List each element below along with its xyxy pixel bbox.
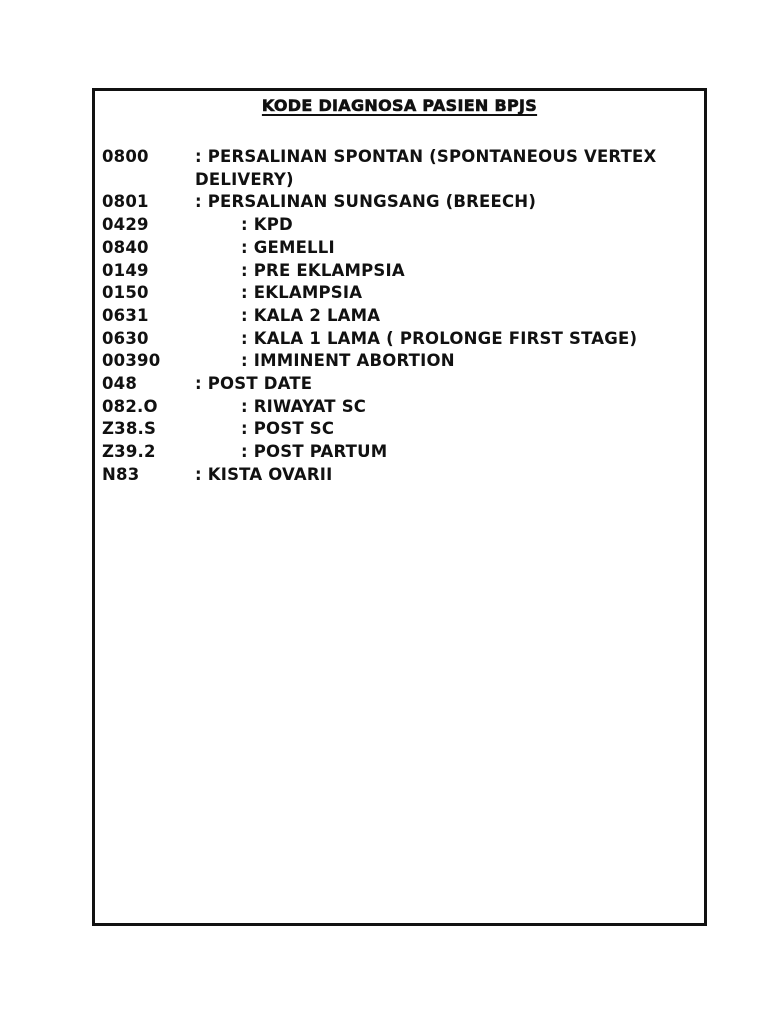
- diagnosis-code: 048: [102, 374, 138, 394]
- diagnosis-code: 0630: [102, 328, 149, 348]
- diagnosis-code-list: [102, 146, 694, 487]
- diagnosis-code: 0800: [102, 147, 149, 166]
- list-item: [102, 146, 694, 191]
- document-title: KODE DIAGNOSA PASIEN BPJS: [261, 96, 538, 115]
- diagnosis-code: 0149: [102, 260, 149, 280]
- diagnosis-code: 0150: [102, 283, 149, 303]
- diagnosis-code: 0631: [102, 305, 149, 325]
- diagnosis-code: 0840: [102, 237, 149, 257]
- diagnosis-code: 082.O: [102, 396, 158, 416]
- diagnosis-description: : KPD: [241, 215, 293, 235]
- diagnosis-description-continued: DELIVERY): [195, 169, 294, 189]
- list-item: [102, 237, 694, 260]
- diagnosis-code: N83: [102, 464, 140, 484]
- diagnosis-description: : KALA 2 LAMA: [241, 305, 381, 325]
- list-item: [102, 441, 694, 464]
- list-item: [102, 418, 694, 441]
- diagnosis-description: : PRE EKLAMPSIA: [241, 260, 405, 280]
- diagnosis-description: : KISTA OVARII: [195, 464, 333, 484]
- diagnosis-description: : KALA 1 LAMA ( PROLONGE FIRST STAGE): [241, 328, 638, 348]
- diagnosis-code: Z38.S: [102, 419, 157, 439]
- diagnosis-code: 0801: [102, 192, 149, 212]
- diagnosis-code: Z39.2: [102, 442, 156, 462]
- list-item: [102, 328, 694, 351]
- diagnosis-description: : RIWAYAT SC: [241, 396, 367, 416]
- diagnosis-description: : PERSALINAN SPONTAN (SPONTANEOUS VERTEX DELIVERY): [195, 146, 694, 191]
- list-item: [102, 260, 694, 283]
- list-item: [102, 373, 694, 396]
- diagnosis-description: : POST PARTUM: [241, 442, 388, 462]
- diagnosis-description: : GEMELLI: [241, 237, 335, 257]
- list-item: [102, 191, 694, 214]
- list-item: [102, 282, 694, 305]
- diagnosis-code: 0429: [102, 215, 149, 235]
- list-item: [102, 396, 694, 419]
- diagnosis-description: : PERSALINAN SUNGSANG (BREECH): [195, 192, 537, 212]
- list-item: [102, 350, 694, 373]
- diagnosis-code: 00390: [102, 351, 161, 371]
- list-item: [102, 464, 694, 487]
- diagnosis-description: : POST DATE: [195, 374, 313, 394]
- diagnosis-description: : POST SC: [241, 419, 335, 439]
- document-border-box: [92, 88, 707, 926]
- list-item: [102, 305, 694, 328]
- diagnosis-description: : EKLAMPSIA: [241, 283, 363, 303]
- list-item: [102, 214, 694, 237]
- diagnosis-description: : IMMINENT ABORTION: [241, 351, 455, 371]
